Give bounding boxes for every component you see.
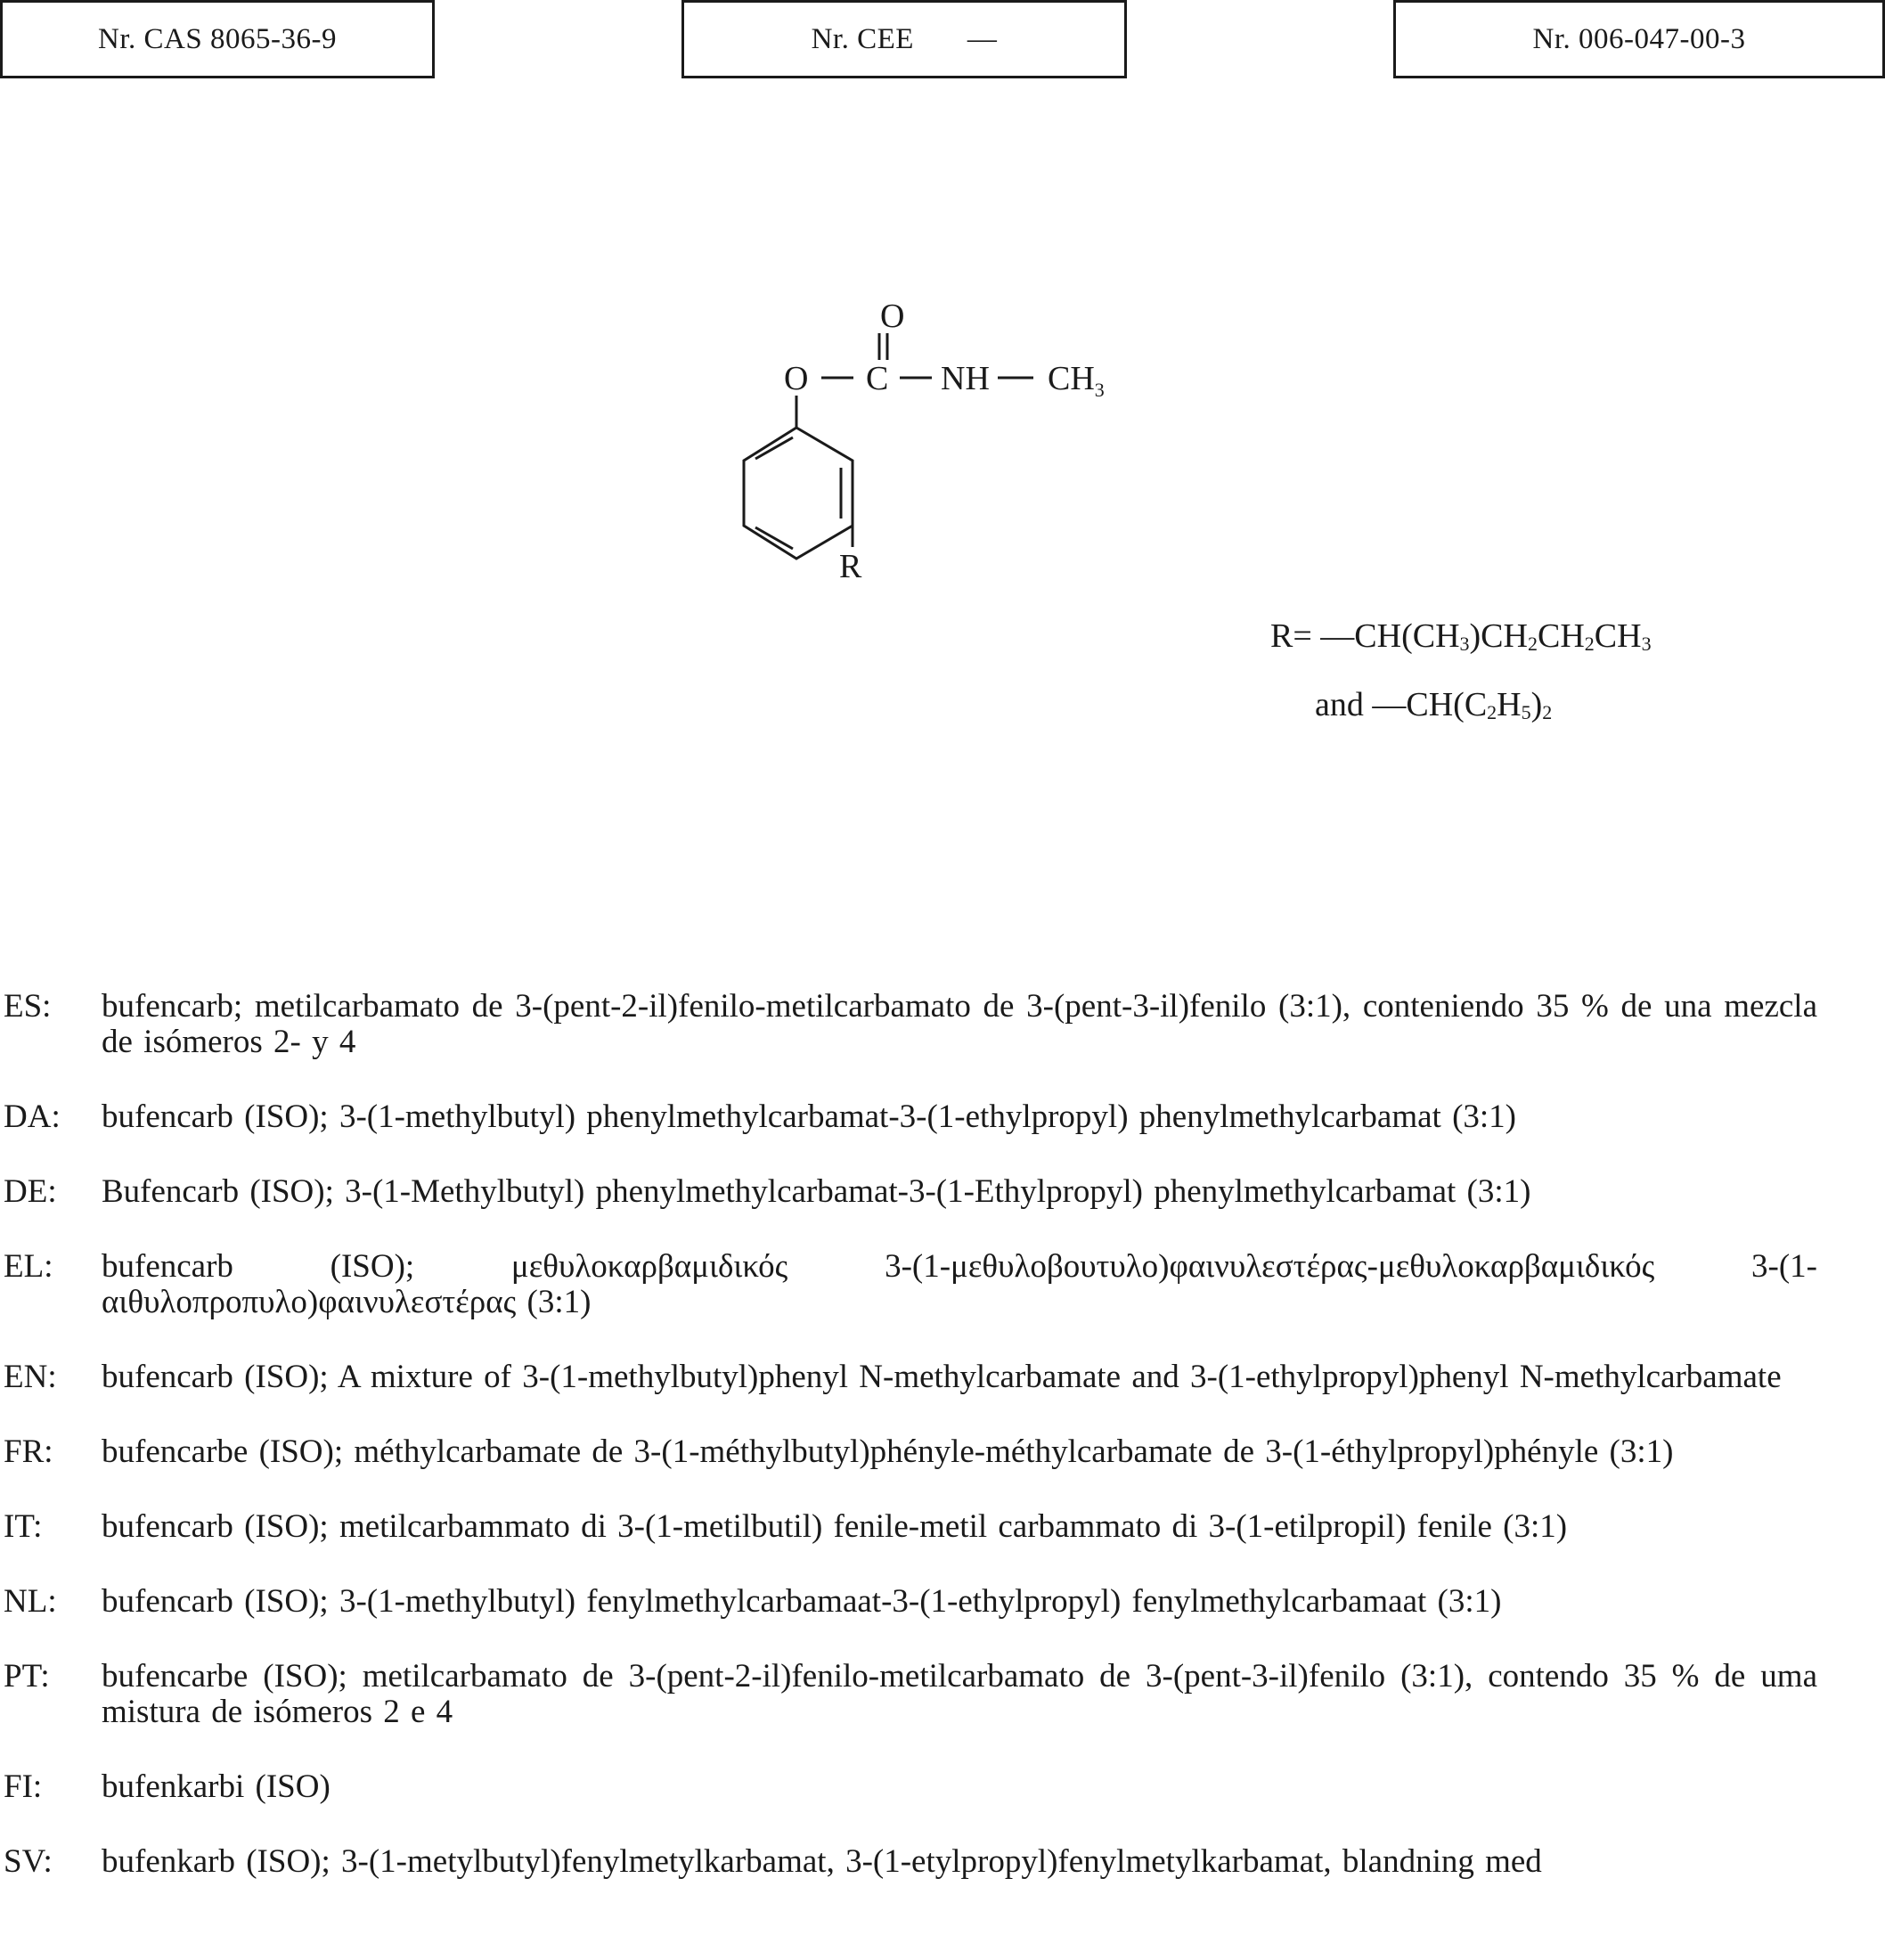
name-row-de <box>0 1174 1817 1210</box>
nh-label: NH <box>941 360 990 397</box>
r-group-definition <box>1270 606 1652 743</box>
benzene-ring <box>744 428 853 559</box>
language-code: IT: <box>4 1508 43 1545</box>
name-row-fi <box>0 1769 1817 1805</box>
substance-name: bufencarbe (ISO); metilcarbamato de 3-(pent-2-il)fenilo-metilcarbamato de 3-(pent-3-il)fenilo (3:1), contendo 35 % de uma mistura de isómeros 2 e 4 <box>102 1658 1817 1730</box>
language-code: DE: <box>4 1173 57 1210</box>
r-definition-line-1: $R= —CH(CH_3)CH_2CH_2CH_3$ <box>1270 617 1652 655</box>
substance-name: bufencarb (ISO); 3-(1-methylbutyl) fenylmethylcarbamaat-3-(1-ethylpropyl) fenylmethylcarbamaat (3:1) <box>102 1583 1502 1620</box>
name-row-en <box>0 1360 1817 1395</box>
language-code: ES: <box>4 988 52 1025</box>
name-row-el <box>0 1249 1817 1320</box>
index-number: Nr. 006-047-00-3 <box>1532 22 1746 55</box>
substance-name: bufenkarb (ISO); 3-(1-metylbutyl)fenylmetylkarbamat, 3-(1-etylpropyl)fenylmetylkarbamat, blandning med <box>102 1843 1542 1880</box>
name-row-da <box>0 1099 1817 1135</box>
ester-oxygen-label: O <box>784 360 809 397</box>
name-row-it <box>0 1509 1817 1545</box>
language-code: EN: <box>4 1359 57 1395</box>
name-row-sv <box>0 1844 1817 1880</box>
r-group-label: R <box>839 548 862 585</box>
name-row-fr <box>0 1434 1817 1470</box>
substance-name: bufencarb (ISO); 3-(1-methylbutyl) phenylmethylcarbamat-3-(1-ethylpropyl) phenylmethylcarbamat (3:1) <box>102 1098 1516 1135</box>
language-code: FR: <box>4 1433 53 1470</box>
substance-name: bufenkarbi (ISO) <box>102 1768 330 1805</box>
cee-value: — <box>967 22 998 55</box>
cee-label: Nr. CEE <box>811 22 914 55</box>
language-code: PT: <box>4 1658 50 1695</box>
name-row-nl <box>0 1584 1817 1620</box>
substance-name: bufencarb (ISO); μεθυλοκαρβαμιδικός 3-(1-μεθυλοβουτυλο)φαινυλεστέρας-μεθυλοκαρβαμιδικός 3-(1-αιθυλοπροπυλο)φαινυλεστέρας (3:1) <box>102 1248 1817 1320</box>
substance-name: bufencarb (ISO); metilcarbammato di 3-(1-metilbutil) fenile-metil carbammato di 3-(1-etilpropil) fenile (3:1) <box>102 1508 1568 1545</box>
name-row-pt <box>0 1659 1817 1730</box>
language-code: DA: <box>4 1098 61 1135</box>
substance-name: bufencarb (ISO); A mixture of 3-(1-methylbutyl)phenyl N-methylcarbamate and 3-(1-ethylpropyl)phenyl N-methylcarbamate <box>102 1359 1782 1395</box>
carbon-label: C <box>866 360 889 397</box>
cas-number: Nr. CAS 8065-36-9 <box>98 22 337 55</box>
carbonyl-oxygen-label: O <box>880 298 905 335</box>
language-code: EL: <box>4 1248 53 1285</box>
name-row-es <box>0 989 1817 1060</box>
substance-name: bufencarb; metilcarbamato de 3-(pent-2-il)fenilo-metilcarbamato de 3-(pent-3-il)fenilo (3:1), conteniendo 35 % de una mezcla de isómeros 2- y 4 <box>102 988 1817 1060</box>
language-code: FI: <box>4 1768 43 1805</box>
substance-name: Bufencarb (ISO); 3-(1-Methylbutyl) phenylmethylcarbamat-3-(1-Ethylpropyl) phenylmethylcarbamat (3:1) <box>102 1173 1531 1210</box>
language-code: SV: <box>4 1843 53 1880</box>
multilingual-names-list <box>0 989 1817 1919</box>
language-code: NL: <box>4 1583 57 1620</box>
substance-name: bufencarbe (ISO); méthylcarbamate de 3-(1-méthylbutyl)phényle-méthylcarbamate de 3-(1-éthylpropyl)phényle (3:1) <box>102 1433 1674 1470</box>
r-definition-line-2: and $—CH(C_2H_5)_2$ <box>1315 686 1553 723</box>
methyl-label: $CH_3$ <box>1048 360 1105 401</box>
